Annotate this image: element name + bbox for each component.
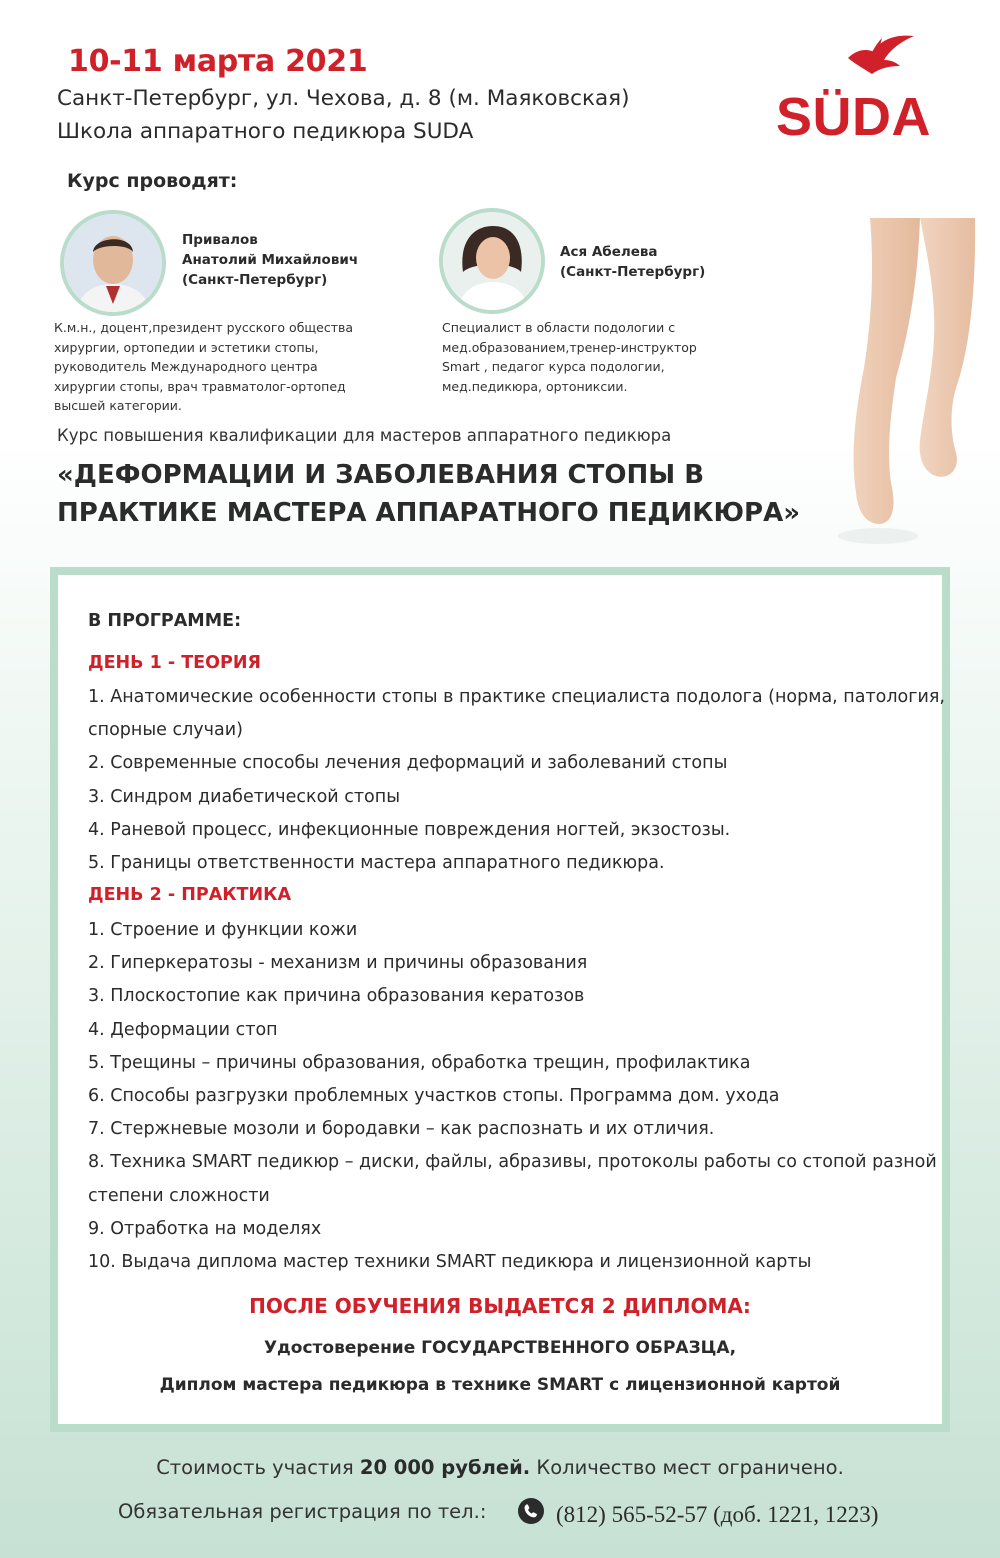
- suda-logo: [770, 30, 950, 145]
- list-item: 6. Способы разгрузки проблемных участков стопы. Программа дом. ухода: [88, 1086, 780, 1107]
- list-item: 9. Отработка на моделях: [88, 1218, 322, 1239]
- day1-title: ДЕНЬ 1 - ТЕОРИЯ: [88, 653, 261, 673]
- list-item: 2. Гиперкератозы - механизм и причины образования: [88, 953, 588, 974]
- speaker-name-1: Привалов Анатолий Михайлович (Санкт-Петербург): [182, 232, 359, 288]
- speaker-desc-2: Специалист в области подологии с мед.образованием,тренер-инструктор Smart , педагог курса подологии, мед.педикюра, ортониксии.: [442, 320, 697, 394]
- list-item: 5. Границы ответственности мастера аппаратного педикюра.: [88, 853, 665, 874]
- day1-list: [88, 681, 948, 880]
- phone-number[interactable]: (812) 565-52-57 (доб. 1221, 1223): [556, 1502, 879, 1527]
- list-item: 3. Плоскостопие как причина образования кератозов: [88, 986, 585, 1007]
- course-subtitle: Курс повышения квалификации для мастеров аппаратного педикюра: [57, 426, 672, 445]
- school-name: Школа аппаратного педикюра SUDA: [57, 119, 474, 144]
- list-item: степени сложности: [88, 1185, 270, 1206]
- list-item: спорные случаи): [88, 720, 243, 741]
- list-item: 7. Стержневые мозоли и бородавки – как распознать и их отличия.: [88, 1119, 715, 1140]
- list-item: 1. Строение и функции кожи: [88, 920, 358, 940]
- registration-label: Обязательная регистрация по тел.:: [118, 1500, 487, 1523]
- cost-value: 20 000 рублей.: [359, 1456, 531, 1479]
- list-item: 4. Раневой процесс, инфекционные повреждения ногтей, экзостозы.: [88, 819, 731, 840]
- speaker-desc-1: К.м.н., доцент,президент русского общества хирургии, ортопедии и эстетики стопы, руководитель Международного центра хирургии стопы, врач травматолог-ортопед высшей категории.: [54, 320, 354, 413]
- program-panel: [50, 567, 950, 1432]
- program-heading: В ПРОГРАММЕ:: [88, 611, 242, 631]
- day2-list: [88, 914, 948, 1279]
- list-item: 5. Трещины – причины образования, обработка трещин, профилактика: [88, 1052, 751, 1073]
- list-item: 10. Выдача диплома мастер техники SMART педикюра и лицензионной карты: [88, 1252, 812, 1273]
- course-title: «ДЕФОРМАЦИИ И ЗАБОЛЕВАНИЯ СТОПЫ В ПРАКТИКЕ МАСТЕРА АППАРАТНОГО ПЕДИКЮРА»: [57, 460, 800, 528]
- event-date: 10-11 марта 2021: [68, 44, 368, 79]
- list-item: 1. Анатомические особенности стопы в практике специалиста подолога (норма, патология,: [88, 687, 945, 707]
- program-panel-inner: [58, 575, 945, 1424]
- bird-logo-icon: [770, 30, 950, 90]
- cost-info: Стоимость участия 20 000 рублей. Количество мест ограничено.: [156, 1456, 844, 1479]
- course-by-label: Курс проводят:: [67, 170, 238, 192]
- speaker-avatar-2: [439, 208, 545, 314]
- diploma-line-2: Диплом мастера педикюра в технике SMART с лицензионной картой: [159, 1375, 841, 1395]
- event-address: Санкт-Петербург, ул. Чехова, д. 8 (м. Маяковская): [57, 86, 630, 111]
- list-item: 3. Синдром диабетической стопы: [88, 786, 401, 807]
- speaker-avatar-1: [60, 210, 166, 316]
- day2-title: ДЕНЬ 2 - ПРАКТИКА: [88, 885, 291, 905]
- list-item: 2. Современные способы лечения деформаций и заболеваний стопы: [88, 753, 728, 774]
- diploma-line-1: Удостоверение ГОСУДАРСТВЕННОГО ОБРАЗЦА,: [263, 1338, 737, 1358]
- logo-text: SÜDA: [776, 87, 932, 147]
- list-item: 8. Техника SMART педикюр – диски, файлы, абразивы, протоколы работы со стопой разной: [88, 1152, 937, 1173]
- diplomas-heading: ПОСЛЕ ОБУЧЕНИЯ ВЫДАЕТСЯ 2 ДИПЛОМА:: [249, 1294, 751, 1318]
- foot-illustration: [800, 218, 1000, 578]
- speaker-name-2: Ася Абелева (Санкт-Петербург): [560, 244, 706, 280]
- list-item: 4. Деформации стоп: [88, 1019, 278, 1040]
- phone-icon: [518, 1498, 544, 1524]
